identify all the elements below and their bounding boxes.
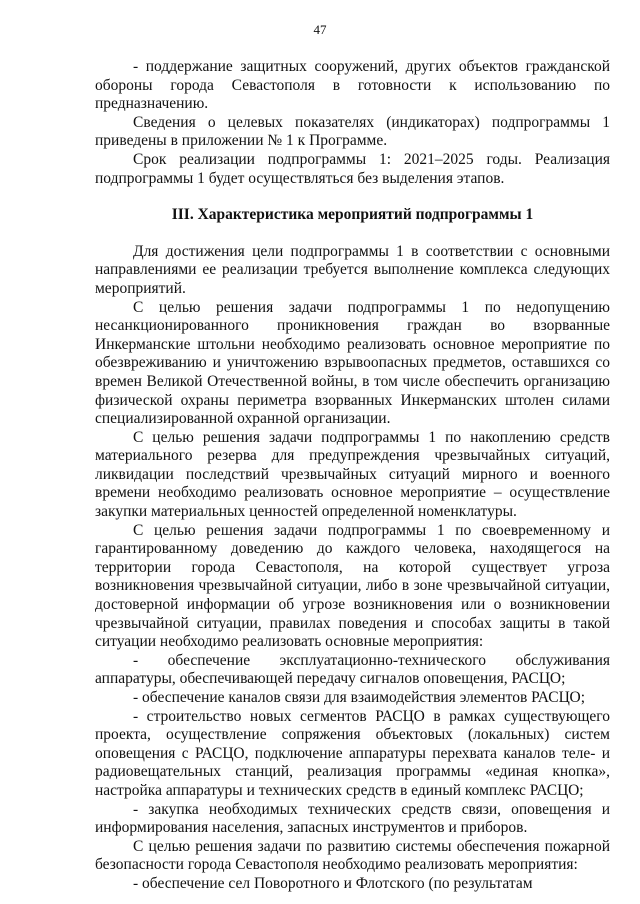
list-item: - закупка необходимых технических средств связи, оповещения и информирования населения, запасных инструментов и приборов. [95, 800, 610, 837]
list-item: - строительство новых сегментов РАСЦО в рамках существующего проекта, осуществление сопряжения объектовых (локальных) систем оповещения с РАСЦО, подключение аппаратуры перехвата каналов теле- и радиовещательных станций, реализация программы «единая кнопка», настройка аппаратуры и технических средств в единый комплекс РАСЦО; [95, 707, 610, 799]
paragraph: С целью решения задачи подпрограммы 1 по недопущению несанкционированного проникновения граждан во взорванные Инкерманские штольни необходимо реализовать основное мероприятие по обезвреживанию и уничтожению взрывоопасных предметов, оставшихся со времен Великой Отечественной войны, в том числе обеспечить организацию физической охраны периметра взорванных Инкерманских штолен силами специализированной охранной организации. [95, 298, 610, 428]
paragraph: С целью решения задачи подпрограммы 1 по накоплению средств материального резерва для предупреждения чрезвычайных ситуаций, ликвидации последствий чрезвычайных ситуаций мирного и военного времени необходимо реализовать основное мероприятие – осуществление закупки материальных ценностей определенной номенклатуры. [95, 428, 610, 521]
section-heading: III. Характеристика мероприятий подпрограммы 1 [171, 206, 534, 224]
list-item: - обеспечение эксплуатационно-технического обслуживания аппаратуры, обеспечивающей передачу сигналов оповещения, РАСЦО; [95, 651, 610, 688]
page-number: 47 [313, 22, 327, 37]
paragraph: Сведения о целевых показателях (индикаторах) подпрограммы 1 приведены в приложении № 1 к Программе. [95, 113, 610, 150]
paragraph: Срок реализации подпрограммы 1: 2021–2025 годы. Реализация подпрограммы 1 будет осуществляться без выделения этапов. [95, 150, 610, 187]
list-item: - обеспечение сел Поворотного и Флотского (по результатам [133, 874, 533, 892]
paragraph: Для достижения цели подпрограммы 1 в соответствии с основными направлениями ее реализации требуется выполнение комплекса следующих мероприятий. [95, 242, 610, 297]
list-item: - обеспечение каналов связи для взаимодействия элементов РАСЦО; [133, 689, 586, 706]
paragraph: С целью решения задачи подпрограммы 1 по своевременному и гарантированному доведению до каждого человека, находящегося на территории города Севастополя, на которой существует угроза возникновения чрезвычайной ситуации, либо в зоне чрезвычайной ситуации, достоверной информации об угрозе возникновения или о возникновении чрезвычайной ситуации, правилах поведения и способах защиты в такой ситуации необходимо реализовать основные мероприятия: [95, 521, 610, 651]
page-body [95, 58, 610, 894]
paragraph: - поддержание защитных сооружений, других объектов гражданской обороны города Севастополя в готовности к использованию по предназначению. [95, 58, 610, 113]
paragraph: С целью решения задачи по развитию системы обеспечения пожарной безопасности города Севастополя необходимо реализовать мероприятия: [95, 837, 610, 874]
